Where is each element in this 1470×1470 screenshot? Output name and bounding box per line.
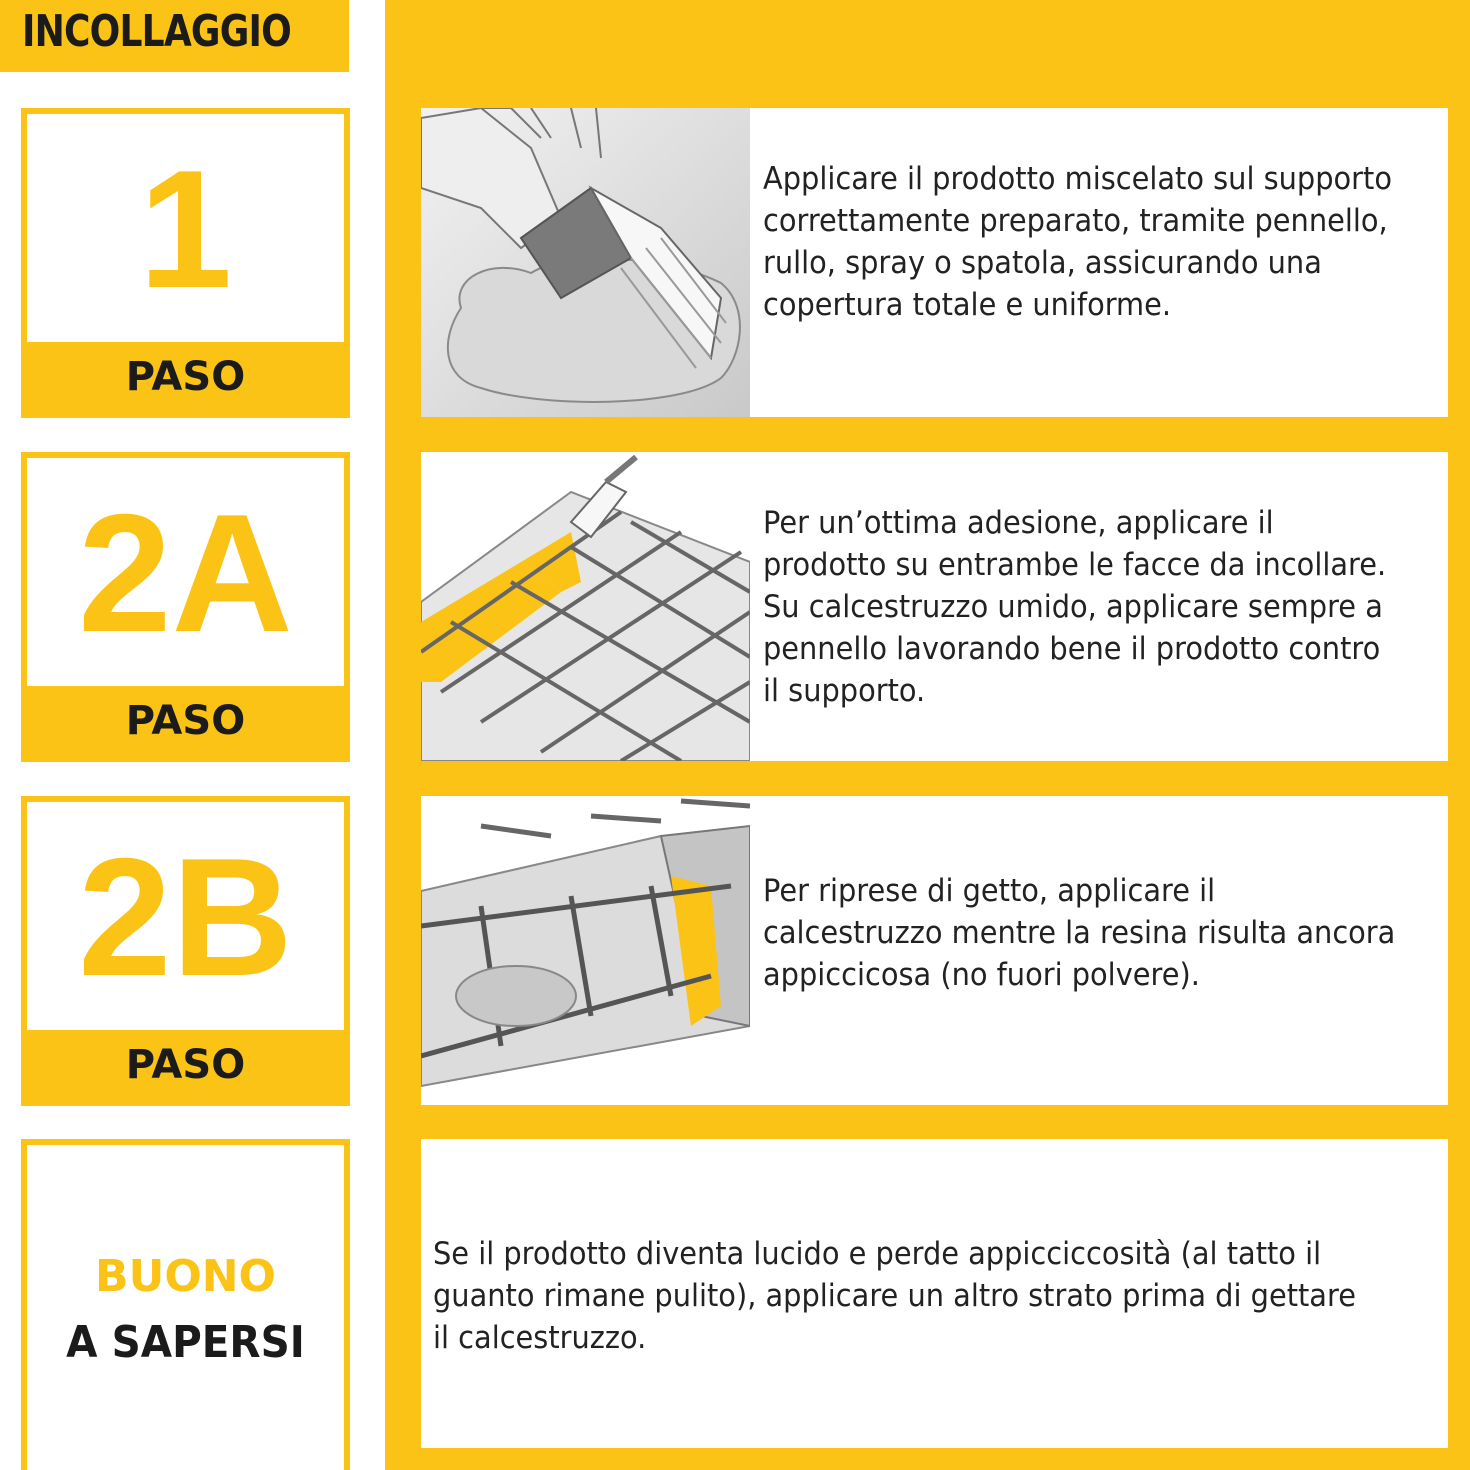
step-label: PASO [125,1042,246,1088]
tip-title-line2: A SAPERSI [66,1317,305,1368]
step-label-bar [27,1030,344,1100]
step-label-bar [27,342,344,412]
step-description: Per riprese di getto, applicare il calcestruzzo mentre la resina risulta ancora appiccicosa (no fuori polvere). [763,873,1396,993]
step-description: Per un’ottima adesione, applicare il prodotto su entrambe le facce da incollare. Su calcestruzzo umido, applicare sempre a pennello lavorando bene il prodotto contro il supporto. [763,505,1387,709]
tip-badge [21,1139,350,1470]
title-bar [0,0,349,72]
concrete-joint-illustration [421,796,750,1105]
page-title: INCOLLAGGIO [22,6,291,57]
step-number: 1 [138,135,233,323]
rebar-mesh-illustration [421,452,750,761]
step-2a-badge [21,452,350,762]
step-number: 2B [78,823,293,1011]
tip-title-line1: BUONO [95,1251,276,1302]
step-label-bar [27,686,344,756]
step-description: Applicare il prodotto miscelato sul supporto correttamente preparato, tramite pennello, rullo, spray o spatola, assicurando una copertura totale e uniforme. [763,161,1392,323]
brush-illustration [421,108,750,417]
step-1-badge [21,108,350,418]
step-2b-card [421,796,1448,1105]
tip-description: Se il prodotto diventa lucido e perde appicciccosità (al tatto il guanto rimane pulito), applicare un altro strato prima di gettare il calcestruzzo. [433,1236,1356,1356]
step-2a-card [421,452,1448,761]
step-label: PASO [125,698,246,744]
tip-card [421,1139,1448,1448]
step-1-card [421,108,1448,417]
step-2b-badge [21,796,350,1106]
step-label: PASO [125,354,246,400]
step-number: 2A [78,479,293,667]
